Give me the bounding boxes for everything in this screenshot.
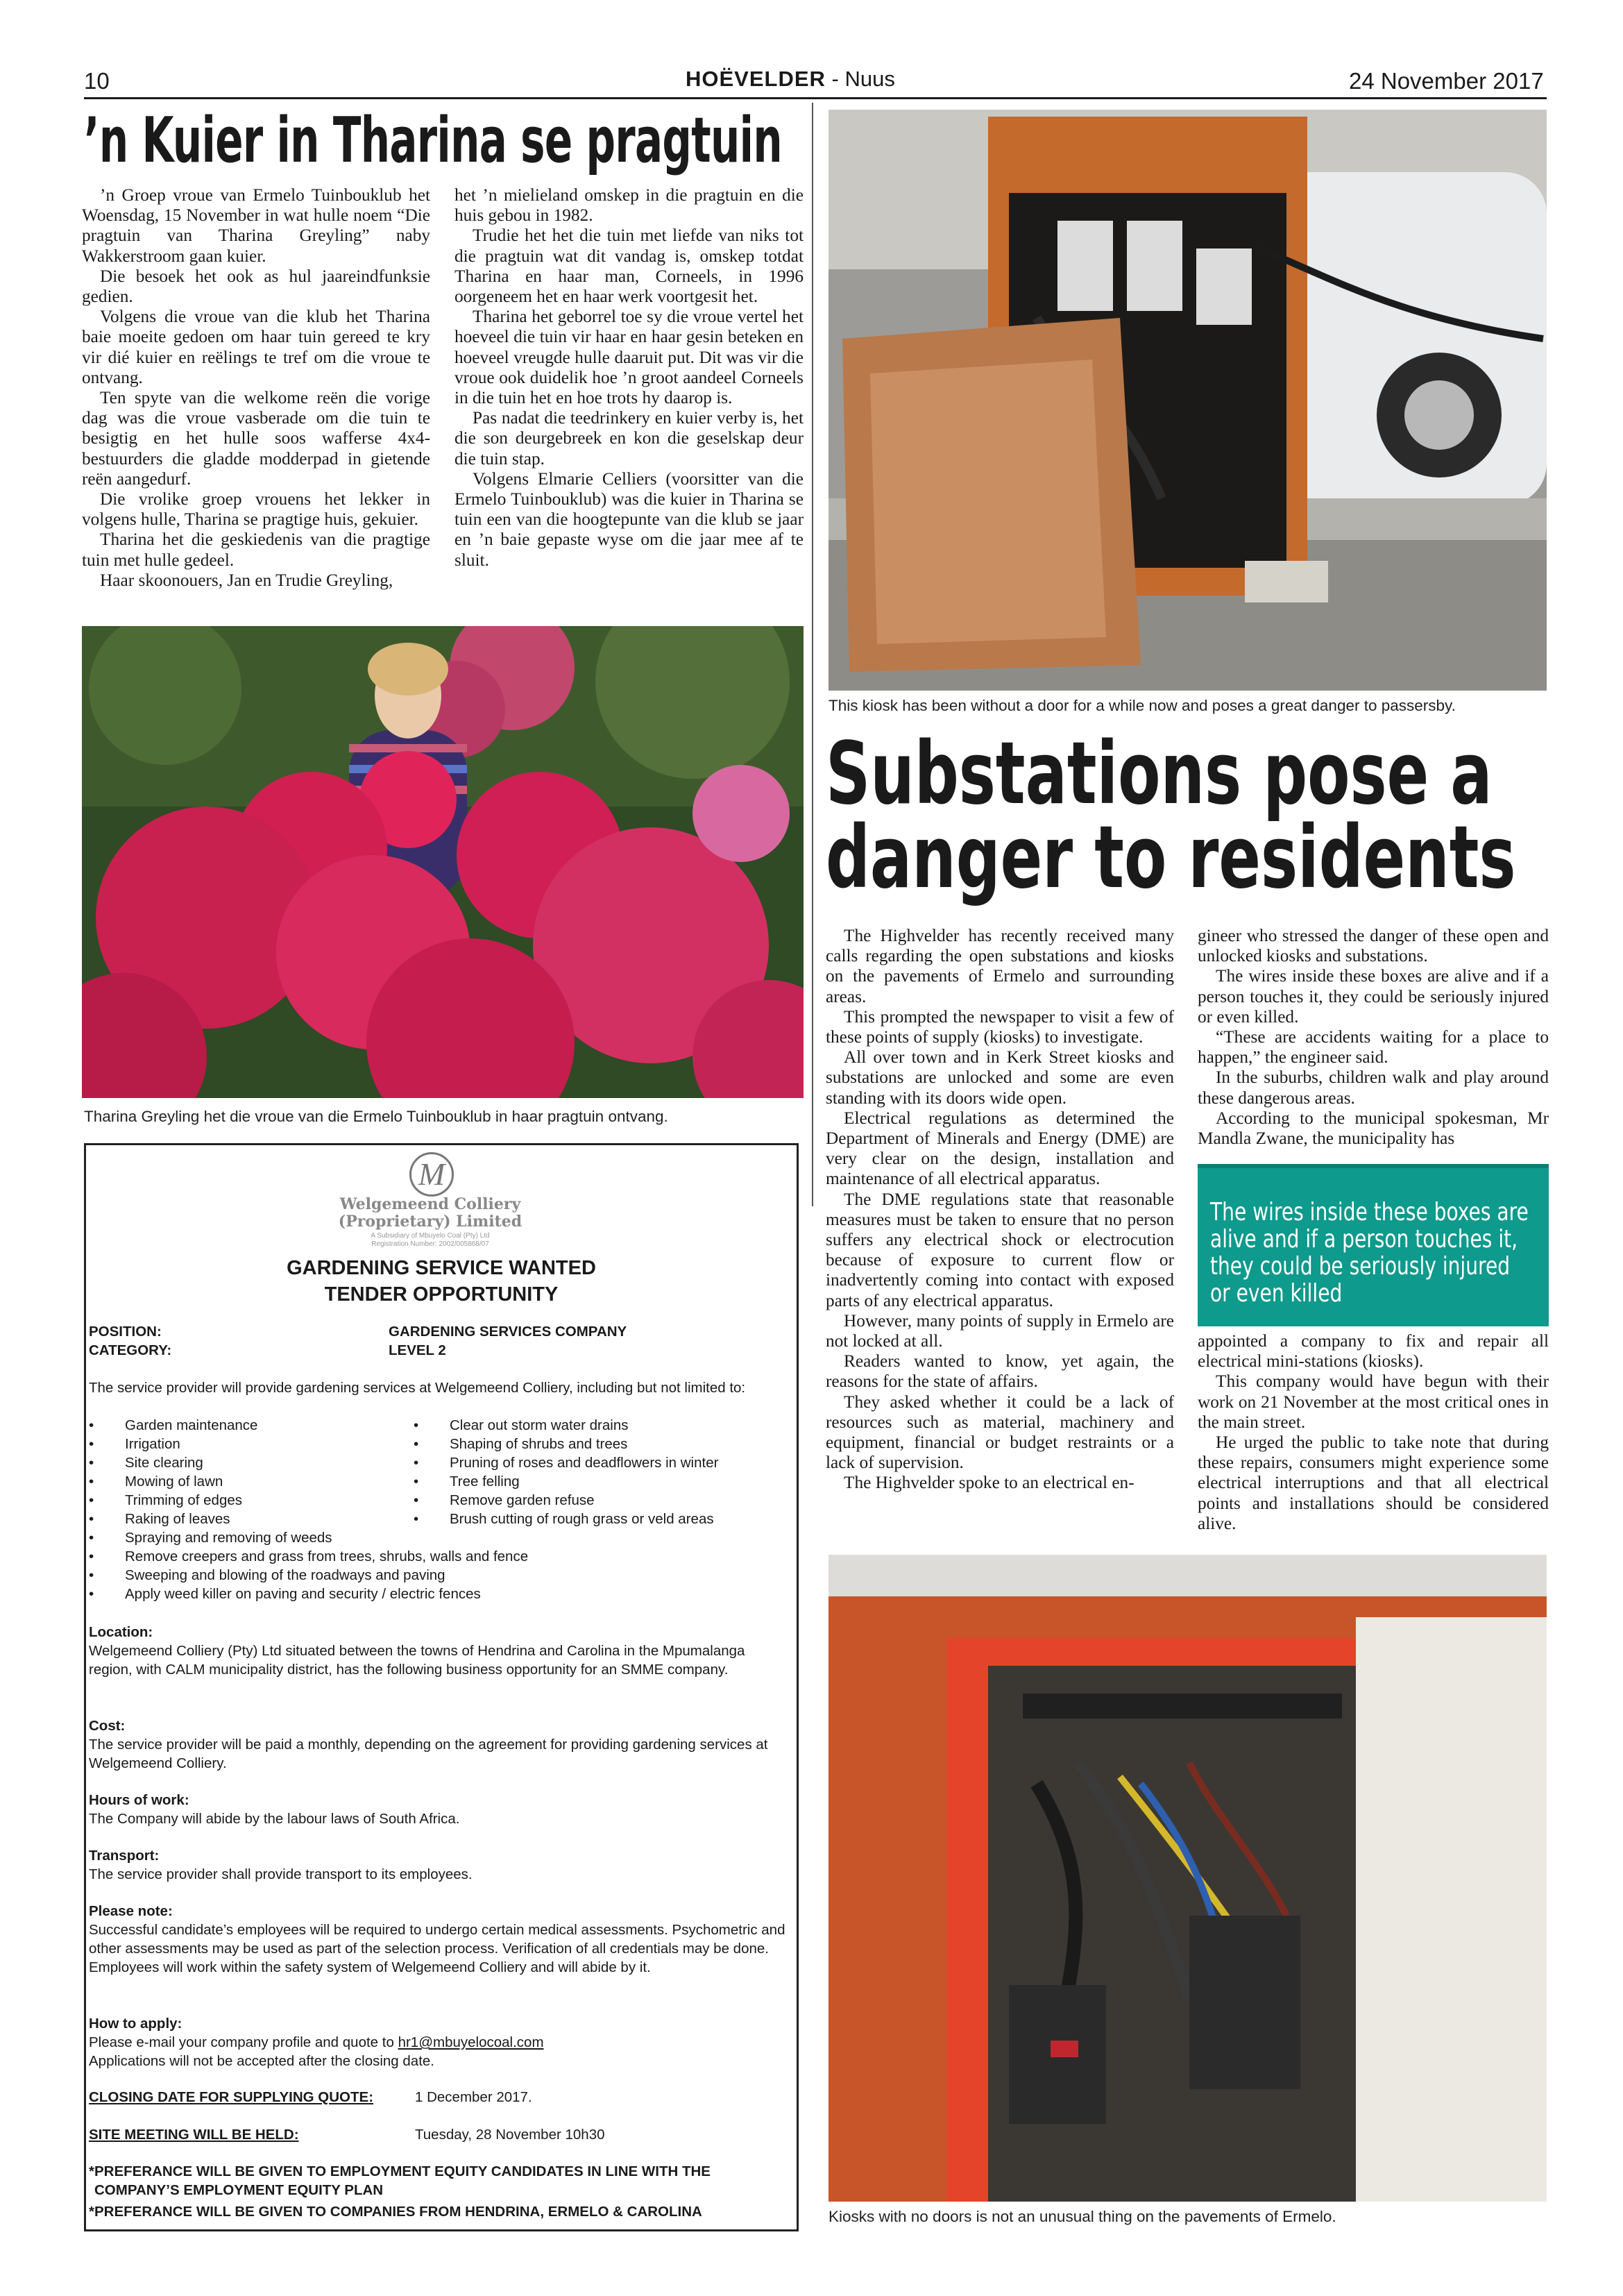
paragraph: ’n Groep vroue van Ermelo Tuinbouklub het Woensdag, 15 November in wat hulle noem “Die pragtuin van Tharina Greyling” naby Wakkerstroom gaan kuier. xyxy=(82,185,430,266)
note-section: Please note: Successful candidate’s employees will be required to undergo certain medical assessments. Psychometric and other assessments may be used as part of the selection process. Verification of all credentials may be done. Employees will work within the safety system of Welgemeend Colliery and will abide by it. xyxy=(89,1903,785,1975)
email-link[interactable]: hr1@mbuyelocoal.com xyxy=(398,2034,544,2050)
article-column-2 xyxy=(454,185,804,571)
list-item: • Remove creepers and grass from trees, shrubs, walls and fence xyxy=(89,1548,529,1564)
task-list xyxy=(89,1416,790,1603)
company-name: Welgemeend Colliery (Proprietary) Limited xyxy=(338,1195,522,1231)
headline-line-1: Substations pose a xyxy=(826,724,1493,824)
paragraph: Tharina het die geskiedenis van die pragtige tuin met hulle gedeel. xyxy=(82,530,430,570)
photo-caption: Tharina Greyling het die vroue van die Ermelo Tuinbouklub in haar pragtuin ontvang. xyxy=(84,1108,668,1125)
paragraph: Die besoek het ook as hul jaareindfunksie gedien. xyxy=(82,266,430,307)
paragraph: Volgens die vroue van die klub het Tharina baie moeite gedoen om haar tuin gereed te kry vir dié kuier en reëlings te tref om die vroue te ontvang. xyxy=(82,307,430,387)
paragraph: Trudie het het die tuin met liefde van niks tot die pragtuin wat dit vandag is, omskep totdat Tharina en haar man, Corneels, in 1996 oorgeneem het en haar werk voortgesit het. xyxy=(454,226,804,307)
paragraph: Pas nadat die teedrinkery en kuier verby is, het die son deurgebreek en kon die geselskap deur die tuin stap. xyxy=(454,408,804,469)
cost-section: Cost: The service provider will be paid a monthly, depending on the agreement for providing gardening services at Welgemeend Colliery. xyxy=(89,1718,768,1771)
page-number: 10 xyxy=(84,68,110,94)
preference-note-1: *PREFERANCE WILL BE GIVEN TO EMPLOYMENT EQUITY CANDIDATES IN LINE WITH THE COMPANY’S EMPLOYMENT EQUITY PLAN xyxy=(89,2163,711,2198)
article-headline-substations xyxy=(826,724,1516,908)
site-meeting: SITE MEETING WILL BE HELD: xyxy=(89,2127,299,2143)
list-item: • Apply weed killer on paving and security / electric fences xyxy=(89,1586,481,1602)
hours-section: Hours of work: The Company will abide by the labour laws of South Africa. xyxy=(89,1792,460,1827)
garden-photo xyxy=(82,626,804,1098)
preference-note-2: *PREFERANCE WILL BE GIVEN TO COMPANIES FROM HENDRINA, ERMELO & CAROLINA xyxy=(89,2204,702,2220)
position-values: GARDENING SERVICES COMPANY LEVEL 2 xyxy=(389,1324,627,1358)
header-rule xyxy=(84,97,1547,99)
advert-intro: The service provider will provide gardening services at Welgemeend Colliery, including but not limited to: xyxy=(89,1380,746,1396)
paragraph: This prompted the newspaper to visit a few of these points of supply (kiosks) to investigate. xyxy=(826,1006,1174,1047)
paragraph: “These are accidents waiting for a place to happen,” the engineer said. xyxy=(1198,1027,1549,1067)
publication-date: 24 November 2017 xyxy=(1349,68,1544,94)
list-item: • Site clearing • Pruning of roses and deadflowers in winter xyxy=(89,1455,719,1471)
paragraph: He urged the public to take note that during these repairs, consumers might experience some electrical interruptions and that all electrical points and installations should be considered alive. xyxy=(1198,1433,1549,1533)
company-registration: A Subsidiary of Mbuyelo Coal (Pty) Ltd Registration Number: 2002/005868/07 xyxy=(371,1232,490,1248)
location-section: Location: Welgemeend Colliery (Pty) Ltd situated between the towns of Hendrina and Carolina in the Mpumalanga region, with CALM municipality district, has the following business opportunity for an SMME company. xyxy=(89,1624,745,1678)
paragraph: The Highvelder has recently received many calls regarding the open substations and kiosks on the pavements of Ermelo and surrounding areas. xyxy=(826,926,1174,1006)
paragraph: According to the municipal spokesman, Mr Mandla Zwane, the municipality has xyxy=(1198,1108,1549,1149)
kiosk-closeup-photo xyxy=(829,1555,1547,2202)
closing-date: CLOSING DATE FOR SUPPLYING QUOTE: xyxy=(89,2089,374,2105)
pull-quote xyxy=(1198,1164,1549,1326)
list-item: • Spraying and removing of weeds xyxy=(89,1530,332,1546)
paragraph: They asked whether it could be a lack of resources such as material, machinery and equipment, financial or budget restraints or a lack of supervision. xyxy=(826,1392,1174,1473)
site-meeting-value: Tuesday, 28 November 10h30 xyxy=(415,2127,605,2143)
headline-line-2: danger to residents xyxy=(826,808,1516,908)
position-labels: POSITION: CATEGORY: xyxy=(89,1324,172,1358)
list-item: • Garden maintenance • Clear out storm water drains xyxy=(89,1417,629,1433)
paragraph: Tharina het geborrel toe sy die vroue vertel het hoeveel die tuin vir haar en haar gesin beteken en hoeveel vreugde hulle daaruit put. Dit was vir die vroue ook duidelik hoe ’n groot aandeel Corneels in die tuin het en hoe trots hy daarop is. xyxy=(454,307,804,408)
article-column-2 xyxy=(1198,926,1549,1149)
paragraph: In the suburbs, children walk and play around these dangerous areas. xyxy=(1198,1067,1549,1108)
paragraph: The Highvelder spoke to an electrical en- xyxy=(844,1473,1135,1493)
closing-date-value: 1 December 2017. xyxy=(415,2089,532,2105)
paragraph: The wires inside these boxes are alive and if a person touches it, they could be seriously injured or even killed. xyxy=(1198,966,1549,1027)
paragraph: Readers wanted to know, yet again, the reasons for the state of affairs. xyxy=(826,1351,1174,1392)
photo-caption: This kiosk has been without a door for a while now and poses a great danger to passersby. xyxy=(829,697,1456,714)
kiosk-photo xyxy=(829,110,1547,691)
list-item: • Raking of leaves • Brush cutting of rough grass or veld areas xyxy=(89,1511,714,1527)
paragraph: Electrical regulations as determined the Department of Minerals and Energy (DME) are very clear on the design, installation and maintenance of all electrical apparatus. xyxy=(826,1108,1174,1189)
paragraph: Ten spyte van die welkome reën die vorige dag was die vroue vasberade om die tuin te besigtig en het hulle soos wafferse 4x4-bestuurders die gladde modderpad in gietende reën aangedurf. xyxy=(82,388,430,489)
paragraph: All over town and in Kerk Street kiosks and substations are unlocked and some are even standing with its doors wide open. xyxy=(826,1047,1174,1108)
advert-title: GARDENING SERVICE WANTED TENDER OPPORTUNITY xyxy=(287,1257,596,1306)
column-divider xyxy=(812,103,813,1206)
photo-caption: Kiosks with no doors is not an unusual thing on the pavements of Ermelo. xyxy=(829,2208,1336,2225)
paragraph: The DME regulations state that reasonable measures must be taken to ensure that no person suffers any electrical shock or electrocution because of exposure to current flow or inadvertently coming into contact with exposed parts of any electrical apparatus. xyxy=(826,1189,1174,1310)
paragraph: appointed a company to fix and repair all electrical mini-stations (kiosks). xyxy=(1198,1331,1549,1371)
list-item: • Irrigation • Shaping of shrubs and trees xyxy=(89,1436,628,1452)
paragraph: gineer who stressed the danger of these open and unlocked kiosks and substations. xyxy=(1198,926,1549,966)
masthead xyxy=(686,67,895,92)
transport-section: Transport: The service provider shall provide transport to its employees. xyxy=(89,1848,473,1882)
article-headline-tuin: ’n Kuier in Tharina se pragtuin xyxy=(84,104,782,177)
paragraph: Die vrolike groep vrouens het lekker in volgens hulle, Tharina se pragtige huis, gekuier. xyxy=(82,489,430,530)
article-column-3 xyxy=(1198,1331,1549,1534)
list-item: • Trimming of edges • Remove garden refuse xyxy=(89,1492,595,1508)
paragraph: Haar skoonouers, Jan en Trudie Greyling, xyxy=(100,570,393,590)
paragraph: het ’n mielieland omskep in die pragtuin en die huis gebou in 1982. xyxy=(454,185,804,226)
list-item: • Sweeping and blowing of the roadways and paving xyxy=(89,1567,445,1583)
paragraph: However, many points of supply in Ermelo are not locked at all. xyxy=(826,1310,1174,1351)
company-logo: M xyxy=(409,1152,454,1197)
article-column-1 xyxy=(82,185,430,591)
paragraph: This company would have begun with their work on 21 November at the most critical ones in the main street. xyxy=(1198,1371,1549,1432)
section-name: - Nuus xyxy=(825,67,895,91)
apply-section: How to apply: Please e-mail your company profile and quote to hr1@mbuyelocoal.com Applications will not be accepted after the closing date. xyxy=(89,2016,544,2069)
list-item: • Mowing of lawn • Tree felling xyxy=(89,1474,520,1489)
article-column-1 xyxy=(826,926,1174,1494)
paragraph: Volgens Elmarie Celliers (voorsitter van die Ermelo Tuinbouklub) was die kuier in Tharina se tuin een van die hoogtepunte van die klub se jaar en ’n baie gepaste wyse om die jaar mee af te sluit. xyxy=(454,469,804,570)
pull-quote-text: The wires inside these boxes are alive and if a person touches it, they could be seriously injured or even killed xyxy=(1210,1198,1529,1308)
masthead-title: HOËVELDER xyxy=(686,67,826,91)
